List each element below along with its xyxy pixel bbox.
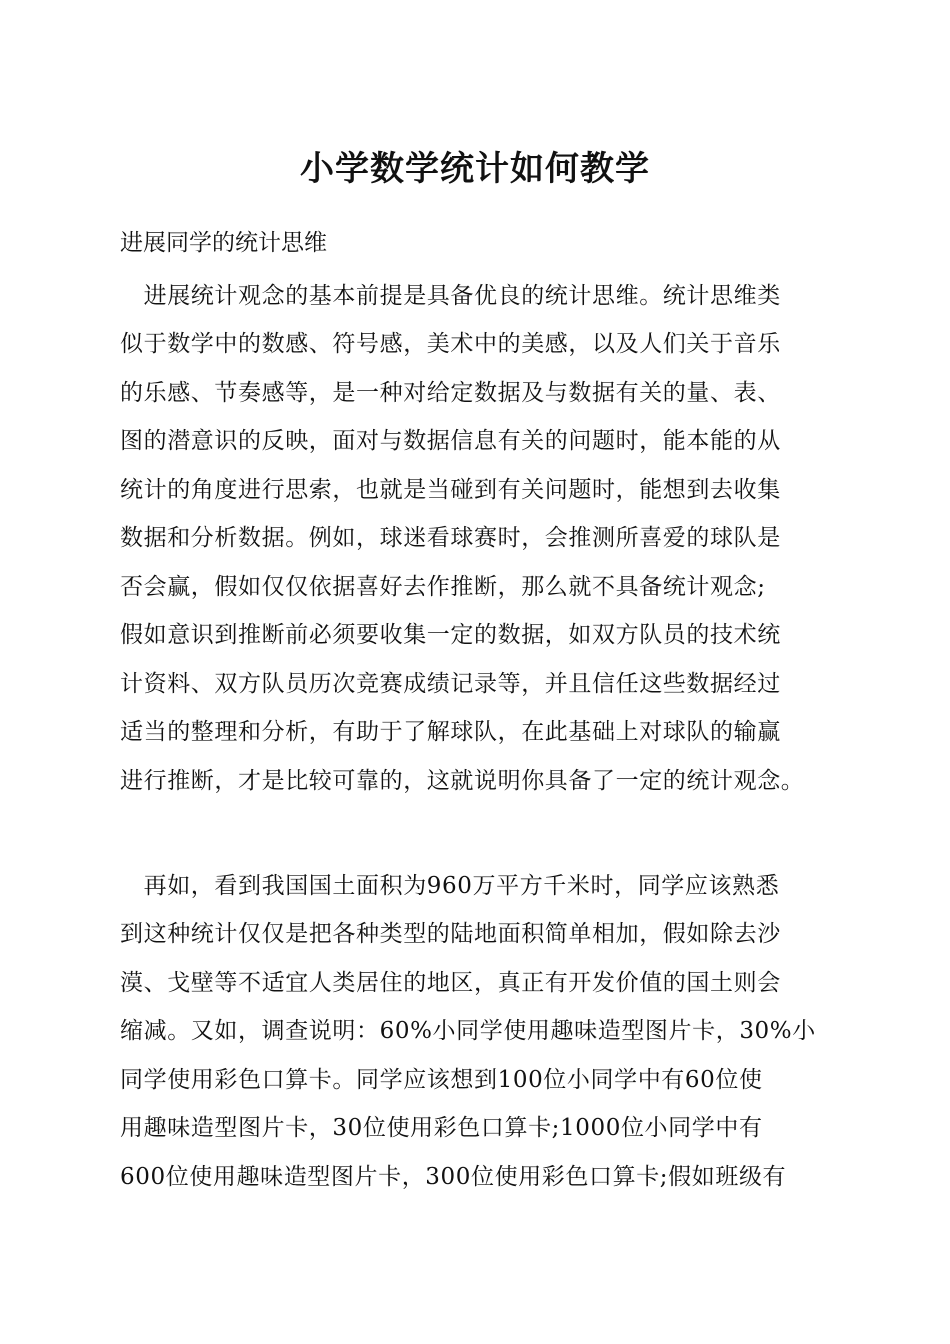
paragraph-1-line: 进行推断，才是比较可靠的，这就说明你具备了一定的统计观念。 [120,768,805,794]
paragraph-2-line: 同学使用彩色口算卡。同学应该想到100位小同学中有60位使 [120,1067,763,1093]
paragraph-1-line: 计资料、双方队员历次竞赛成绩记录等，并且信任这些数据经过 [120,671,781,697]
paragraph-2-line: 用趣味造型图片卡，30位使用彩色口算卡;1000位小同学中有 [120,1115,763,1141]
paragraph-1-line: 假如意识到推断前必须要收集一定的数据，如双方队员的技术统 [120,622,781,648]
paragraph-2-line: 缩减。又如，调查说明：60%小同学使用趣味造型图片卡，30%小 [120,1018,816,1044]
paragraph-2-line: 再如，看到我国国土面积为960万平方千米时，同学应该熟悉 [120,873,780,899]
paragraph-2-line: 漠、戈壁等不适宜人类居住的地区，真正有开发价值的国土则会 [120,970,781,996]
paragraph-1-line: 图的潜意识的反映，面对与数据信息有关的问题时，能本能的从 [120,428,781,454]
paragraph-1-line: 似于数学中的数感、符号感，美术中的美感，以及人们关于音乐 [120,331,781,357]
page-title: 小学数学统计如何教学 [300,149,650,189]
paragraph-2-line: 600位使用趣味造型图片卡，300位使用彩色口算卡;假如班级有 [120,1164,787,1190]
paragraph-1-line: 的乐感、节奏感等，是一种对给定数据及与数据有关的量、表、 [120,380,781,406]
paragraph-1-line: 适当的整理和分析，有助于了解球队，在此基础上对球队的输赢 [120,719,781,745]
paragraph-1-line: 否会赢，假如仅仅依据喜好去作推断，那么就不具备统计观念; [120,574,766,600]
section-heading: 进展同学的统计思维 [120,230,327,256]
paragraph-1-line: 进展统计观念的基本前提是具备优良的统计思维。统计思维类 [120,283,781,309]
paragraph-2-line: 到这种统计仅仅是把各种类型的陆地面积简单相加，假如除去沙 [120,921,781,947]
paragraph-1-line: 数据和分析数据。例如，球迷看球赛时，会推测所喜爱的球队是 [120,525,781,551]
paragraph-1-line: 统计的角度进行思索，也就是当碰到有关问题时，能想到去收集 [120,477,781,503]
